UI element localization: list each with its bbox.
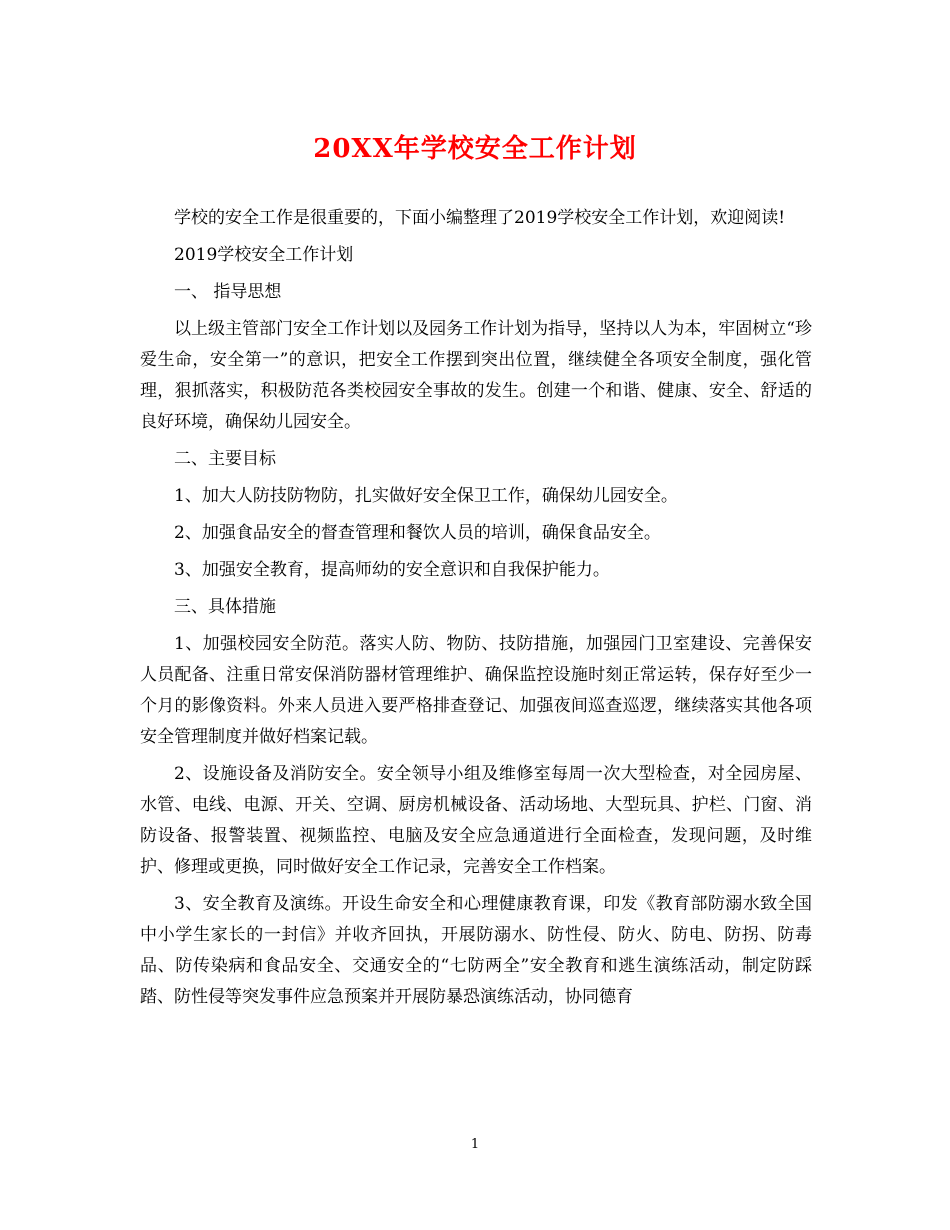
- section-heading-measures: 三、具体措施: [174, 597, 276, 617]
- page-number: 1: [470, 1137, 480, 1152]
- section-heading-main-goals: 二、主要目标: [174, 449, 276, 469]
- goal-item-1: 1、加大人防技防物防，扎实做好安全保卫工作，确保幼儿园安全。: [174, 486, 678, 506]
- guiding-ideology-paragraph: 以上级主管部门安全工作计划以及园务工作计划为指导，坚持以人为本，牢固树立“珍爱生命，安全第一”的意识，把安全工作摆到突出位置，继续健全各项安全制度，强化管理，狠抓落实，积极防范各类校园安全事故的发生。创建一个和谐、健康、安全、舒适的良好环境，确保幼儿园安全。: [140, 319, 812, 432]
- goal-item-3: 3、加强安全教育，提高师幼的安全意识和自我保护能力。: [174, 560, 610, 580]
- document-title: 20XX年学校安全工作计划: [313, 134, 637, 164]
- goal-item-2: 2、加强食品安全的督查管理和餐饮人员的培训，确保食品安全。: [174, 523, 661, 543]
- intro-paragraph: 学校的安全工作是很重要的，下面小编整理了2019学校安全工作计划，欢迎阅读!: [174, 208, 786, 228]
- section-heading-guiding-ideology: 一、 指导思想: [174, 282, 282, 302]
- plan-subtitle: 2019学校安全工作计划: [174, 245, 354, 265]
- measure-item-1: 1、加强校园安全防范。落实人防、物防、技防措施，加强园门卫室建设、完善保安人员配备、注重日常安保消防器材管理维护、确保监控设施时刻正常运转，保存好至少一个月的影像资料。外来人员进入要严格排查登记、加强夜间巡查巡逻，继续落实其他各项安全管理制度并做好档案记载。: [140, 634, 812, 747]
- document-body: [140, 203, 812, 1019]
- measure-item-3: 3、安全教育及演练。开设生命安全和心理健康教育课，印发《教育部防溺水致全国中小学生家长的一封信》并收齐回执，开展防溺水、防性侵、防火、防电、防拐、防毒品、防传染病和食品安全、交通安全的“七防两全”安全教育和逃生演练活动，制定防踩踏、防性侵等突发事件应急预案并开展防暴恐演练活动，协同德育: [140, 894, 812, 1007]
- measure-item-2: 2、设施设备及消防安全。安全领导小组及维修室每周一次大型检查，对全园房屋、水管、电线、电源、开关、空调、厨房机械设备、活动场地、大型玩具、护栏、门窗、消防设备、报警装置、视频监控、电脑及安全应急通道进行全面检查，发现问题，及时维护、修理或更换，同时做好安全工作记录，完善安全工作档案。: [140, 764, 812, 877]
